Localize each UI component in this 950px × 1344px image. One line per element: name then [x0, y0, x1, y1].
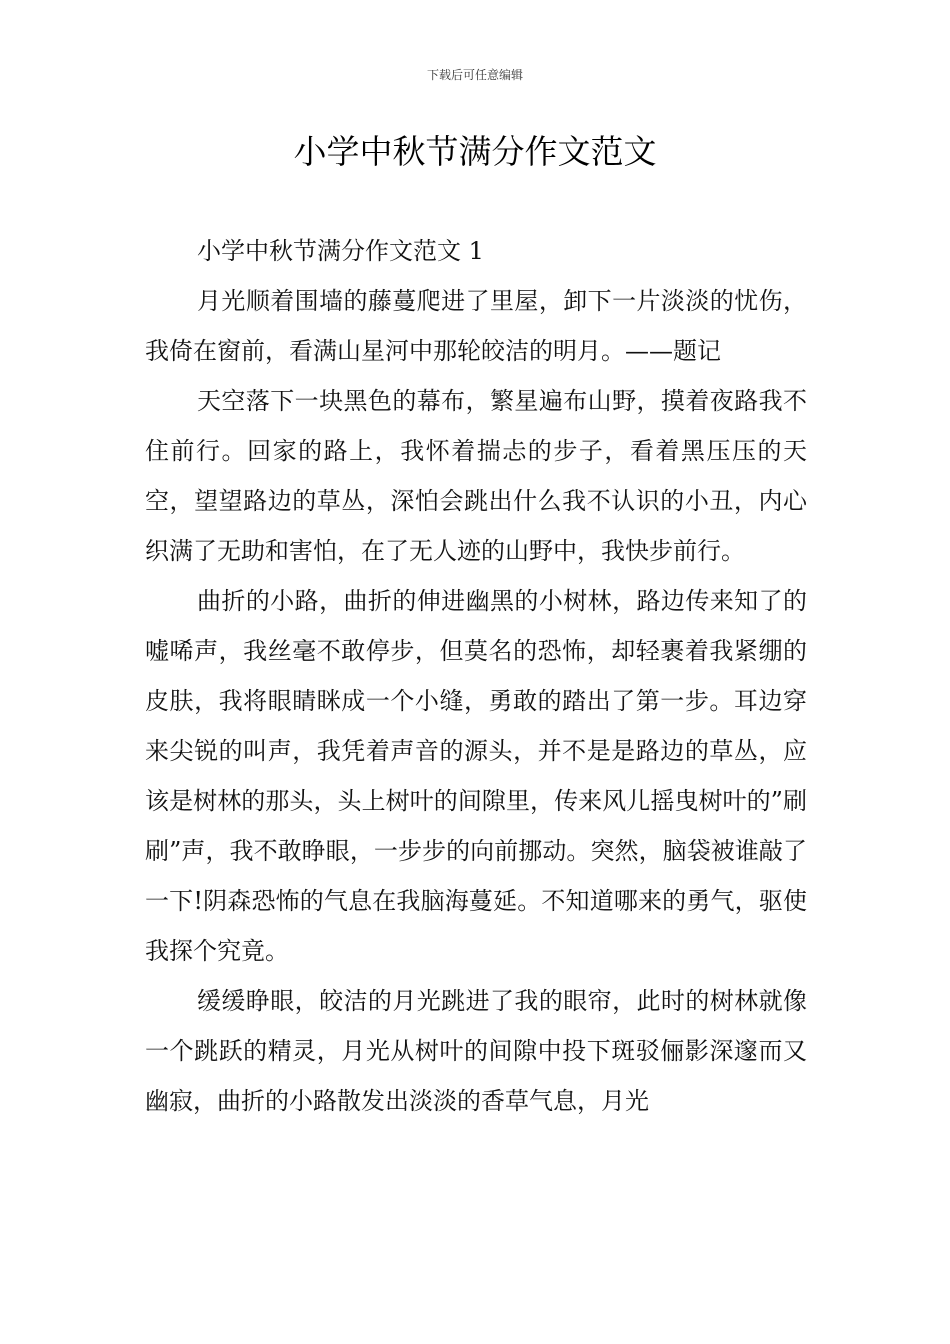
paragraph-1: 月光顺着围墙的藤蔓爬进了里屋，卸下一片淡淡的忧伤，我倚在窗前，看满山星河中那轮皎洁的明月。——题记: [145, 287, 807, 365]
header-note: 下载后可任意编辑: [426, 68, 523, 82]
paragraph-2: 天空落下一块黑色的幕布，繁星遍布山野，摸着夜路我不住前行。回家的路上，我怀着揣忐的步子，看着黑压压的天空，望望路边的草丛，深怕会跳出什么我不认识的小丑，内心织满了无助和害怕，在了无人迹的山野中，我快步前行。: [145, 387, 807, 565]
essay-subtitle: 小学中秋节满分作文范文 1: [197, 237, 484, 265]
paragraph-3: 曲折的小路，曲折的伸进幽黑的小树林，路边传来知了的嘘唏声，我丝毫不敢停步，但莫名的恐怖，却轻裹着我紧绷的皮肤，我将眼睛眯成一个小缝，勇敢的踏出了第一步。耳边穿来尖锐的叫声，我凭着声音的源头，并不是是路边的草丛，应该是树林的那头，头上树叶的间隙里，传来风儿摇曳树叶的”刷刷”声，我不敢睁眼，一步步的向前挪动。突然，脑袋被谁敲了一下!阴森恐怖的气息在我脑海蔓延。不知道哪来的勇气，驱使我探个究竟。: [145, 587, 807, 965]
paragraph-4: 缓缓睁眼，皎洁的月光跳进了我的眼帘，此时的树林就像一个跳跃的精灵，月光从树叶的间隙中投下斑驳俪影深邃而又幽寂，曲折的小路散发出淡淡的香草气息，月光: [145, 987, 807, 1115]
document-body: [145, 226, 807, 1126]
document-title: 小学中秋节满分作文范文: [293, 132, 657, 171]
